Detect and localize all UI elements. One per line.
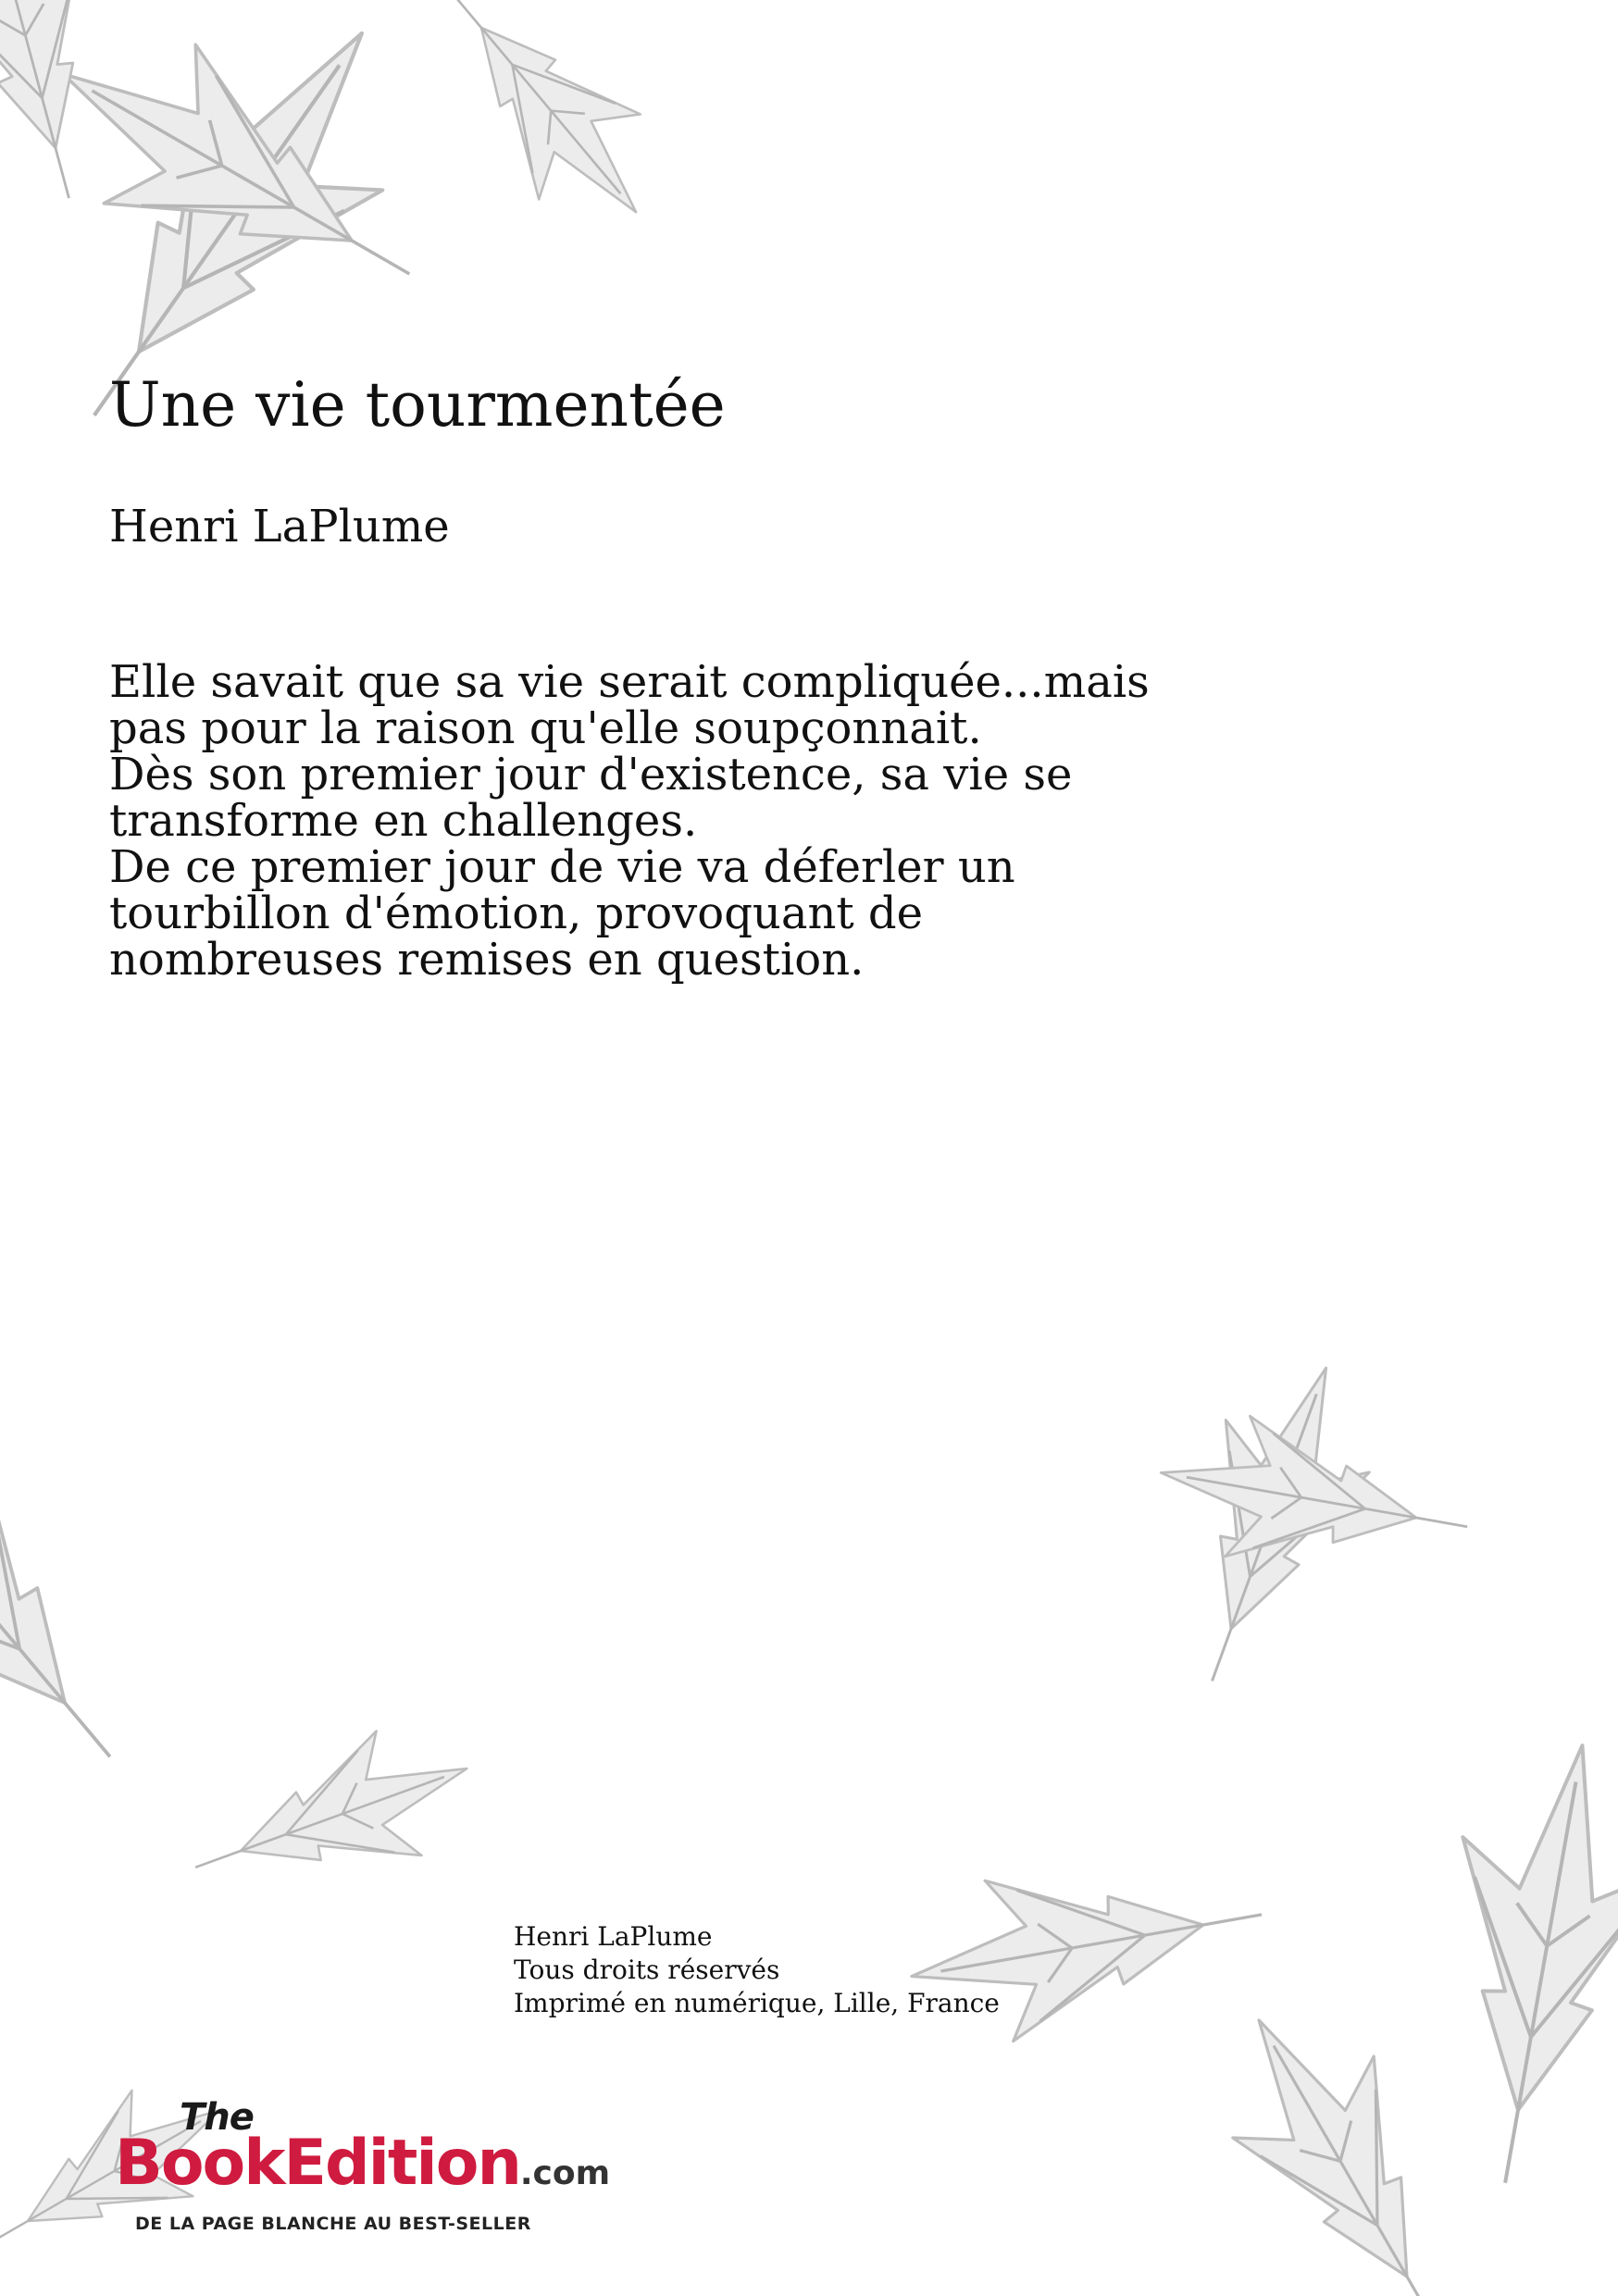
book-edition-logo (115, 2096, 670, 2238)
imprint-author: Henri LaPlume (514, 1921, 713, 1952)
imprint-rights: Tous droits réservés (514, 1955, 780, 1985)
maple-leaf-icon (1405, 1728, 1618, 2201)
logo-brand: BookEdition (115, 2127, 520, 2200)
book-author: Henri LaPlume (109, 501, 450, 552)
logo-wordmark (115, 2127, 611, 2200)
maple-leaf-icon (0, 1371, 184, 1819)
maple-leaf-icon (1189, 1980, 1507, 2296)
maple-leaf-icon (173, 1706, 490, 1930)
maple-leaf-icon (400, 0, 687, 254)
blurb-text: Elle savait que sa vie serait compliquée...mais pas pour la raison qu'elle soupçonnait. Dès son premier jour d'existence, sa vie se transforme en challenges. De ce premier jour de vie va déferler un tourbillon d'émotion, provoquant de nombreuses remises en question. (109, 656, 1150, 986)
logo-tld: .com (519, 2154, 611, 2192)
imprint-block (514, 1920, 1000, 2020)
logo-tagline: DE LA PAGE BLANCHE AU BEST-SELLER (135, 2214, 531, 2234)
book-title: Une vie tourmentée (109, 369, 726, 441)
book-blurb (109, 656, 1294, 986)
logo-the: The (180, 2096, 254, 2139)
imprint-printed: Imprimé en numérique, Lille, France (514, 1988, 1000, 2018)
